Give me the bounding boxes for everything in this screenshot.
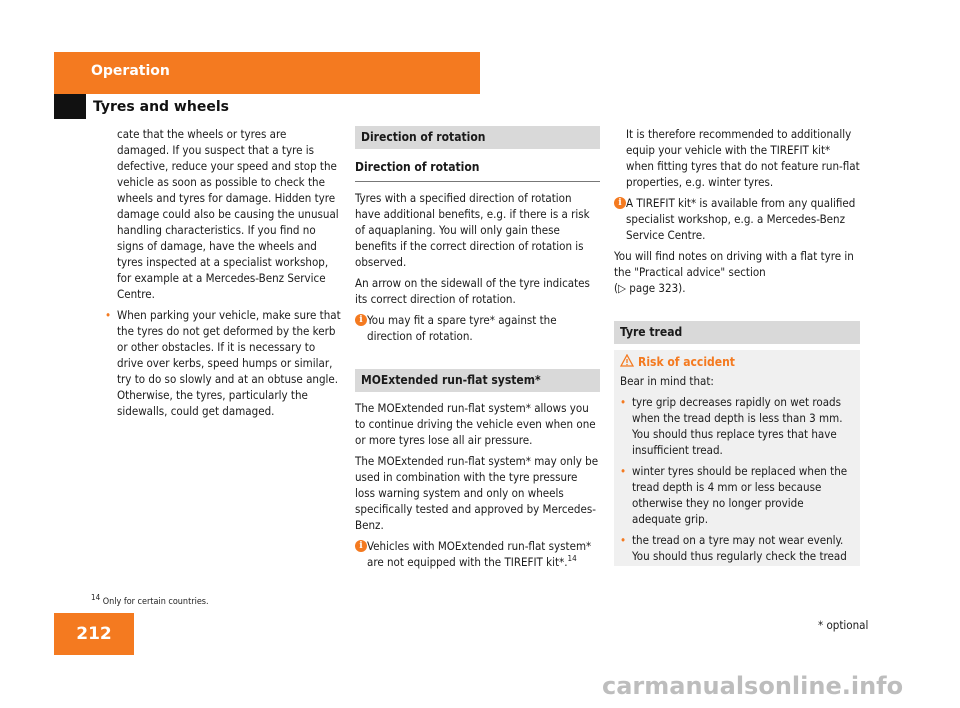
paragraph: An arrow on the sidewall of the tyre indicates its correct direction of rotation. [355, 276, 590, 306]
paragraph: cate that the wheels or tyres are damaged. If you suspect that a tyre is defective, reduce your speed and stop the vehicle as soon as possible to check the wheels and tyres for damage. Hidden tyre damage could also be causing the unusual handling characteristics. If you find no signs of damage, have the wheels and tyres inspected at a specialist workshop, for example at a Mercedes-Benz Service Centre. [117, 127, 339, 301]
warning-triangle-icon [620, 354, 634, 367]
info-icon: i [355, 314, 367, 326]
bullet-icon: • [620, 395, 627, 409]
paragraph: You will find notes on driving with a flat tyre in the "Practical advice" section [614, 249, 854, 279]
warning-bullet: • tyre grip decreases rapidly on wet roads when the tread depth is less than 3 mm. You should thus replace tyres that have insufficient tread. [620, 395, 843, 457]
warning-bullet: • winter tyres should be replaced when the tread depth is 4 mm or less because otherwise they no longer provide adequate grip. [620, 464, 848, 526]
paragraph: Tyres with a specified direction of rotation have additional benefits, e.g. if there is a risk of aquaplaning. You will only gain these benefits if the correct direction of rotation is observed. [355, 191, 590, 269]
bullet-icon: • [620, 464, 627, 478]
paragraph: The MOExtended run-flat system* allows you to continue driving the vehicle even when one or more tyres lose all air pressure. [355, 401, 596, 447]
info-text: You may fit a spare tyre* against the direction of rotation. [367, 313, 557, 343]
warning-title: Risk of accident [620, 354, 854, 370]
section-heading-rotation: Direction of rotation [355, 126, 600, 149]
column-3 [614, 126, 860, 566]
bullet-text: When parking your vehicle, make sure that the tyres do not get deformed by the kerb or other obstacles. If it is necessary to drive over kerbs, speed humps or similar, try to do so slowly and at an obtuse angle. Otherwise, the tyres, particularly the sidewalls, could get damaged. [117, 308, 341, 418]
column-2 [355, 126, 600, 575]
section-heading-runflat: MOExtended run-flat system* [355, 369, 600, 392]
subsection-title: Tyres and wheels [93, 99, 229, 115]
info-note [614, 195, 860, 243]
info-note [355, 538, 600, 570]
section-marker [54, 94, 86, 119]
info-icon: i [614, 197, 626, 209]
footnote-ref: 14 [567, 554, 577, 564]
page-reference[interactable]: (▷ page 323). [614, 281, 686, 295]
section-title: Operation [91, 63, 170, 79]
warning-intro: Bear in mind that: [620, 374, 714, 388]
subheading-rotation: Direction of rotation [355, 149, 600, 182]
section-heading-tread: Tyre tread [614, 321, 860, 344]
footnote: 14 Only for certain countries. [91, 593, 209, 607]
bullet-icon: • [105, 308, 112, 322]
warning-box [614, 350, 860, 566]
column-1 [105, 126, 341, 424]
warning-bullet: • the tread on a tyre may not wear evenly. You should thus regularly check the tread [620, 533, 847, 563]
paragraph: It is therefore recommended to additionally equip your vehicle with the TIREFIT kit* when fitting tyres that do not feature run-flat properties, e.g. winter tyres. [626, 127, 860, 189]
page-number: 212 [54, 613, 134, 655]
bullet-icon: • [620, 533, 627, 547]
bullet-item [105, 307, 341, 419]
info-note [355, 312, 600, 344]
info-icon: i [355, 540, 367, 552]
watermark: carmanualsonline.info [602, 672, 904, 700]
info-text: A TIREFIT kit* is available from any qualified specialist workshop, e.g. a Mercedes-Benz Service Centre. [626, 196, 856, 242]
paragraph: The MOExtended run-flat system* may only be used in combination with the tyre pressure loss warning system and only on wheels specifically tested and approved by Mercedes-Benz. [355, 454, 599, 532]
optional-note: * optional [818, 618, 869, 632]
info-text: Vehicles with MOExtended run-flat system* are not equipped with the TIREFIT kit*. [367, 539, 592, 569]
